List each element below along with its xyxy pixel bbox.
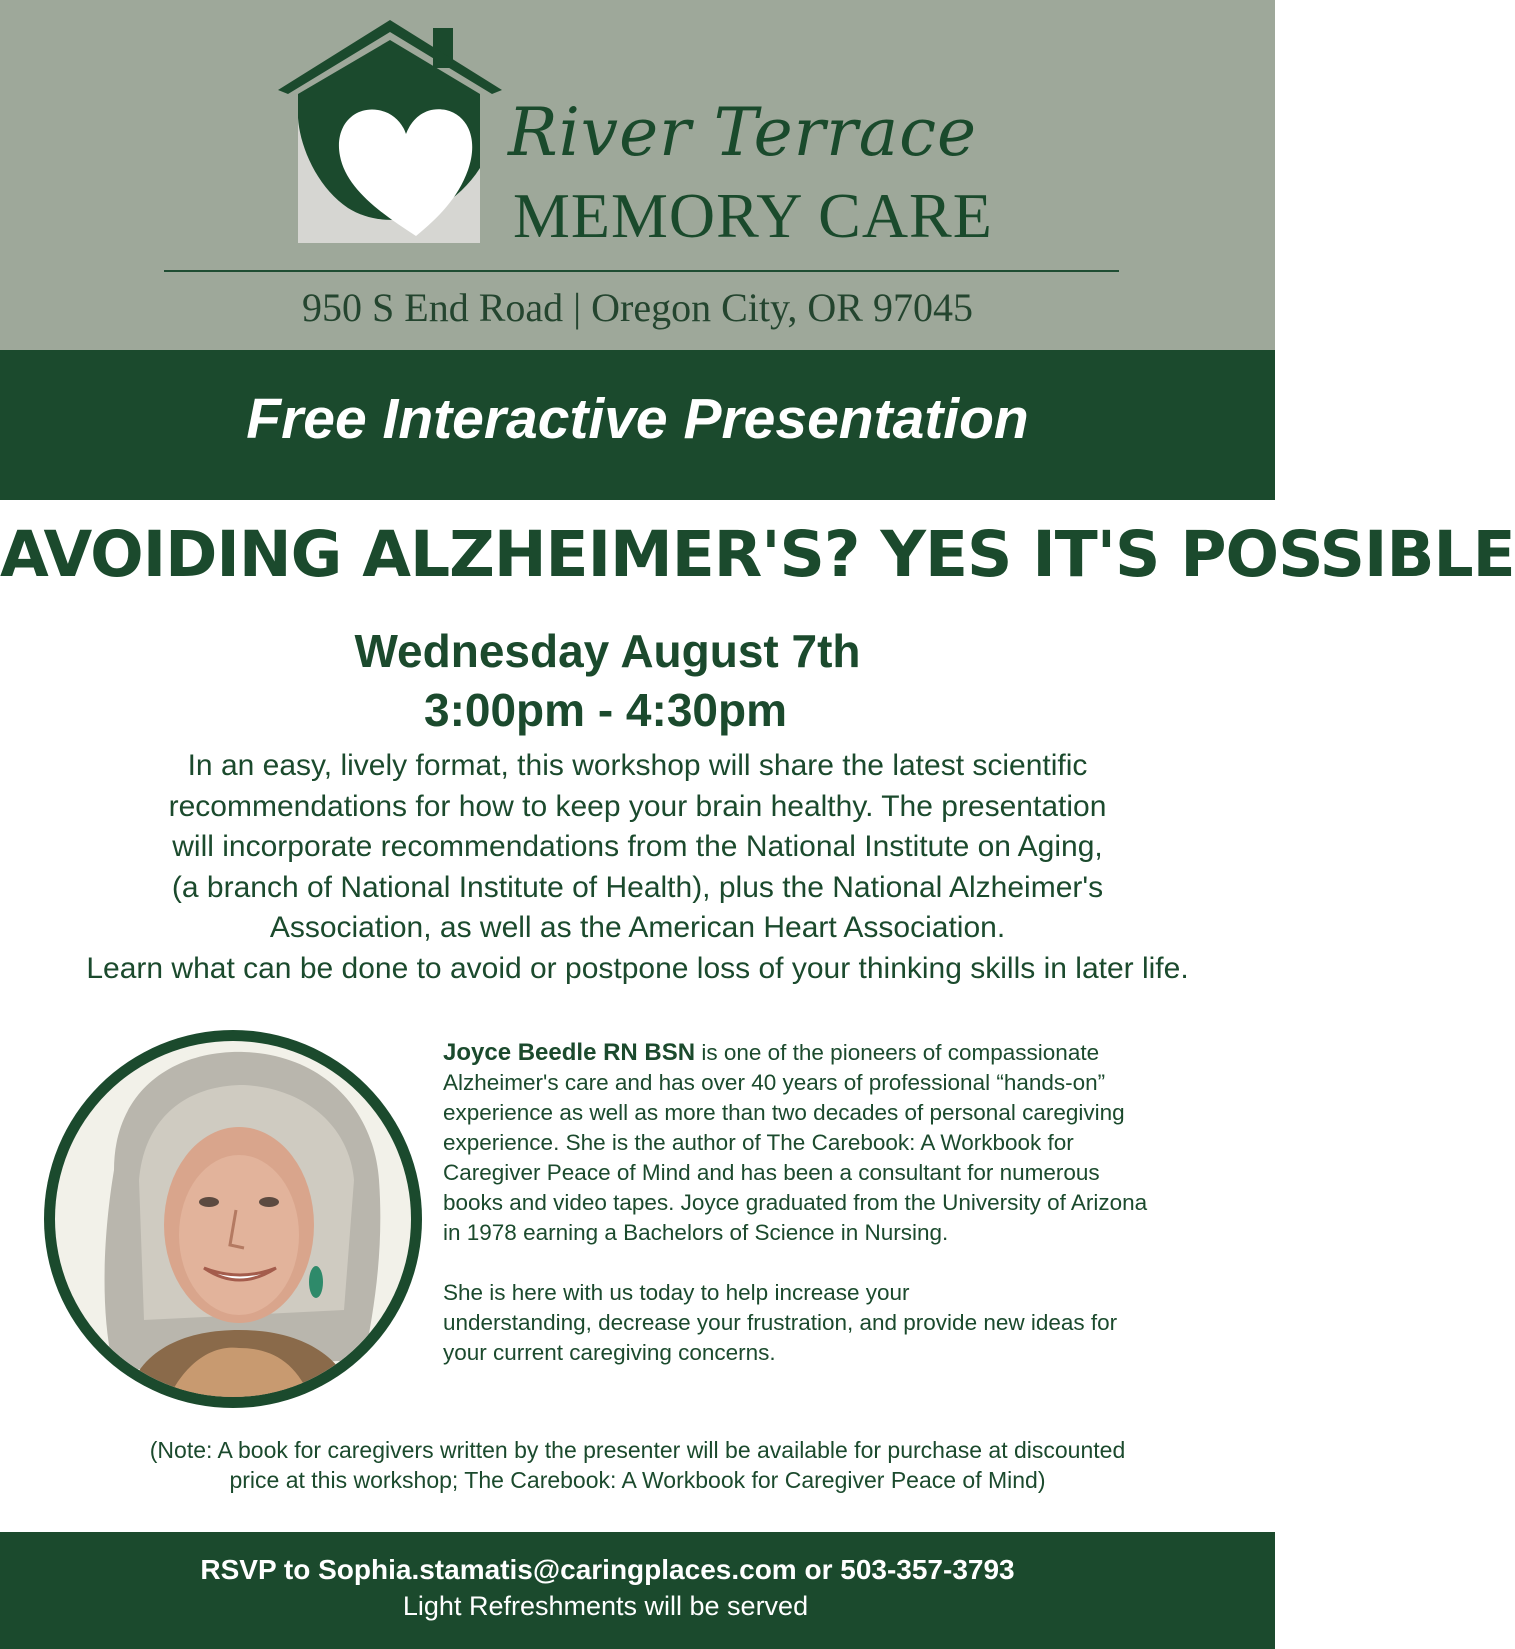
closing-line: your current caregiving concerns. [443, 1340, 776, 1365]
refreshments-note: Light Refreshments will be served [402, 1591, 809, 1621]
header [0, 0, 1275, 350]
description-line: Learn what can be done to avoid or postpone loss of your thinking skills in later life. [86, 951, 1189, 985]
description-line: recommendations for how to keep your brain healthy. The presentation [168, 789, 1107, 823]
event-description [0, 746, 1275, 989]
address: 950 S End Road | Oregon City, OR 97045 [302, 285, 973, 330]
bio-line: Caregiver Peace of Mind and has been a consultant for numerous [443, 1160, 1100, 1185]
bio-line: in 1978 earning a Bachelors of Science in Nursing. [443, 1220, 949, 1245]
header-divider [164, 270, 1119, 272]
presenter-name: Joyce Beedle RN BSN [443, 1039, 696, 1066]
bio-spacer [443, 1248, 1243, 1278]
bio-first-line [443, 1038, 1243, 1068]
footer [0, 1532, 1275, 1649]
event-date: Wednesday August 7th [354, 625, 861, 677]
note-line: (Note: A book for caregivers written by the presenter will be available for purchase at discounted [149, 1437, 1126, 1463]
presenter-bio [443, 1038, 1243, 1368]
description-line: will incorporate recommendations from the National Institute on Aging, [172, 830, 1103, 863]
house-with-heart-icon [278, 18, 502, 246]
event-time: 3:00pm - 4:30pm [423, 684, 787, 736]
presenter-photo [44, 1030, 422, 1408]
event-headline: AVOIDING ALZHEIMER'S? YES IT'S POSSIBLE [0, 518, 1515, 591]
banner-title: Free Interactive Presentation [246, 387, 1029, 451]
closing-line: She is here with us today to help increase your [443, 1280, 910, 1305]
note-line: price at this workshop; The Carebook: A Workbook for Caregiver Peace of Mind) [229, 1467, 1046, 1493]
bio-line: experience as well as more than two decades of personal caregiving [443, 1100, 1125, 1125]
description-line: Association, as well as the American Heart Association. [269, 911, 1006, 944]
brand-main-name: MEMORY CARE [513, 180, 993, 251]
book-note [0, 1435, 1275, 1495]
bio-line: experience. She is the author of The Carebook: A Workbook for [443, 1130, 1074, 1155]
description-line: In an easy, lively format, this workshop will share the latest scientific [187, 749, 1088, 782]
rsvp-contact: RSVP to Sophia.stamatis@caringplaces.com or 503-357-3793 [200, 1554, 1015, 1585]
brand-script-name: River Terrace [508, 94, 978, 171]
bio-first-line-text: is one of the pioneers of compassionate [695, 1040, 1100, 1065]
closing-line: understanding, decrease your frustration, and provide new ideas for [443, 1310, 1118, 1335]
bio-line: Alzheimer's care and has over 40 years of professional “hands-on” [443, 1070, 1106, 1095]
description-line: (a branch of National Institute of Health), plus the National Alzheimer's [171, 870, 1104, 904]
bio-line: books and video tapes. Joyce graduated from the University of Arizona [443, 1190, 1148, 1215]
